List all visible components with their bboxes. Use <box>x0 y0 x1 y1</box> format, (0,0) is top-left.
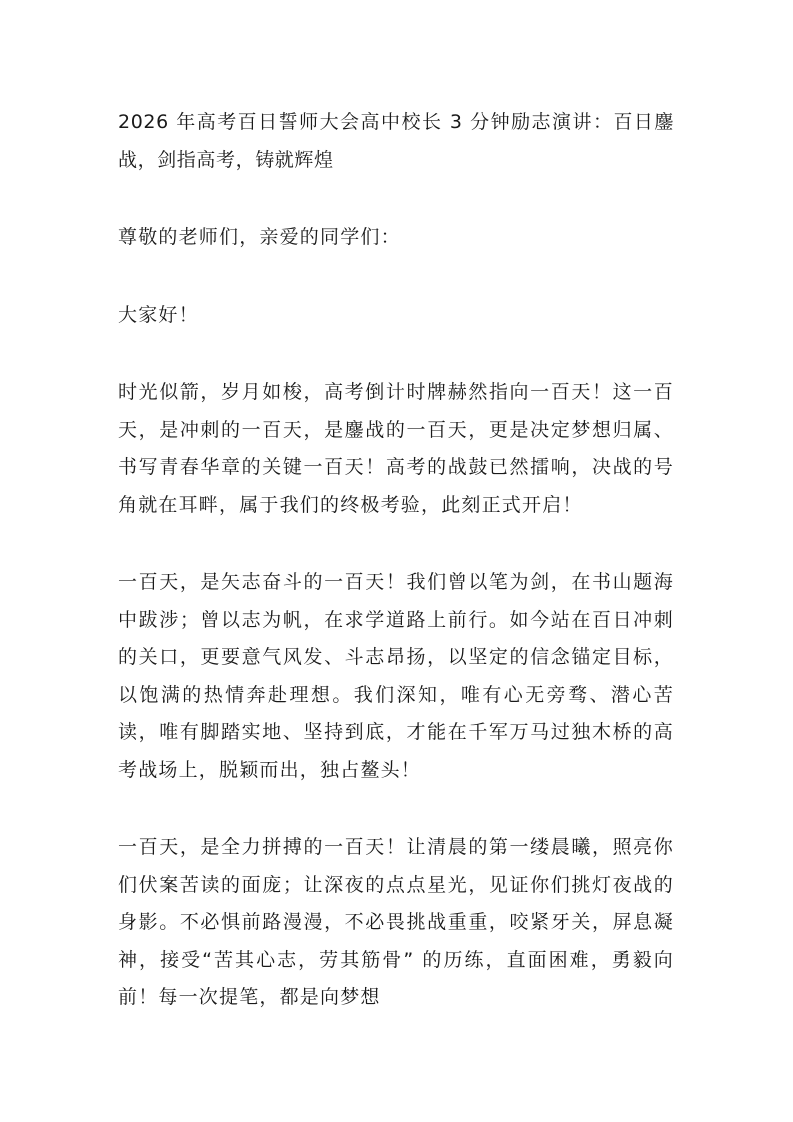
paragraph-2: 一百天，是矢志奋斗的一百天！我们曾以笔为剑，在书山题海中跋涉；曾以志为帆，在求学道路上前行。如今站在百日冲刺的关口，更要意气风发、斗志昂扬，以坚定的信念锚定目标，以饱满的热情奔赴理想。我们深知，唯有心无旁骛、潜心苦读，唯有脚踏实地、坚持到底，才能在千军万马过独木桥的高考战场上，脱颖而出，独占鳌头！ <box>118 571 674 781</box>
greeting: 大家好！ <box>118 303 199 326</box>
document-page <box>118 104 674 1017</box>
document-title: 2026 年高考百日誓师大会高中校长 3 分钟励志演讲：百日鏖战，剑指高考，铸就辉煌 <box>118 111 674 171</box>
paragraph-1: 时光似箭，岁月如梭，高考倒计时牌赫然指向一百天！这一百天，是冲刺的一百天，是鏖战的一百天，更是决定梦想归属、书写青春华章的关键一百天！高考的战鼓已然擂响，决战的号角就在耳畔，属于我们的终极考验，此刻正式开启！ <box>118 381 674 516</box>
paragraph-3: 一百天，是全力拼搏的一百天！让清晨的第一缕晨曦，照亮你们伏案苦读的面庞；让深夜的点点星光，见证你们挑灯夜战的身影。不必惧前路漫漫，不必畏挑战重重，咬紧牙关，屏息凝神，接受“苦其心志，劳其筋骨” 的历练，直面困难，勇毅向前！每一次提笔，都是向梦想 <box>118 836 674 1008</box>
salutation: 尊敬的老师们，亲爱的同学们： <box>118 226 401 248</box>
